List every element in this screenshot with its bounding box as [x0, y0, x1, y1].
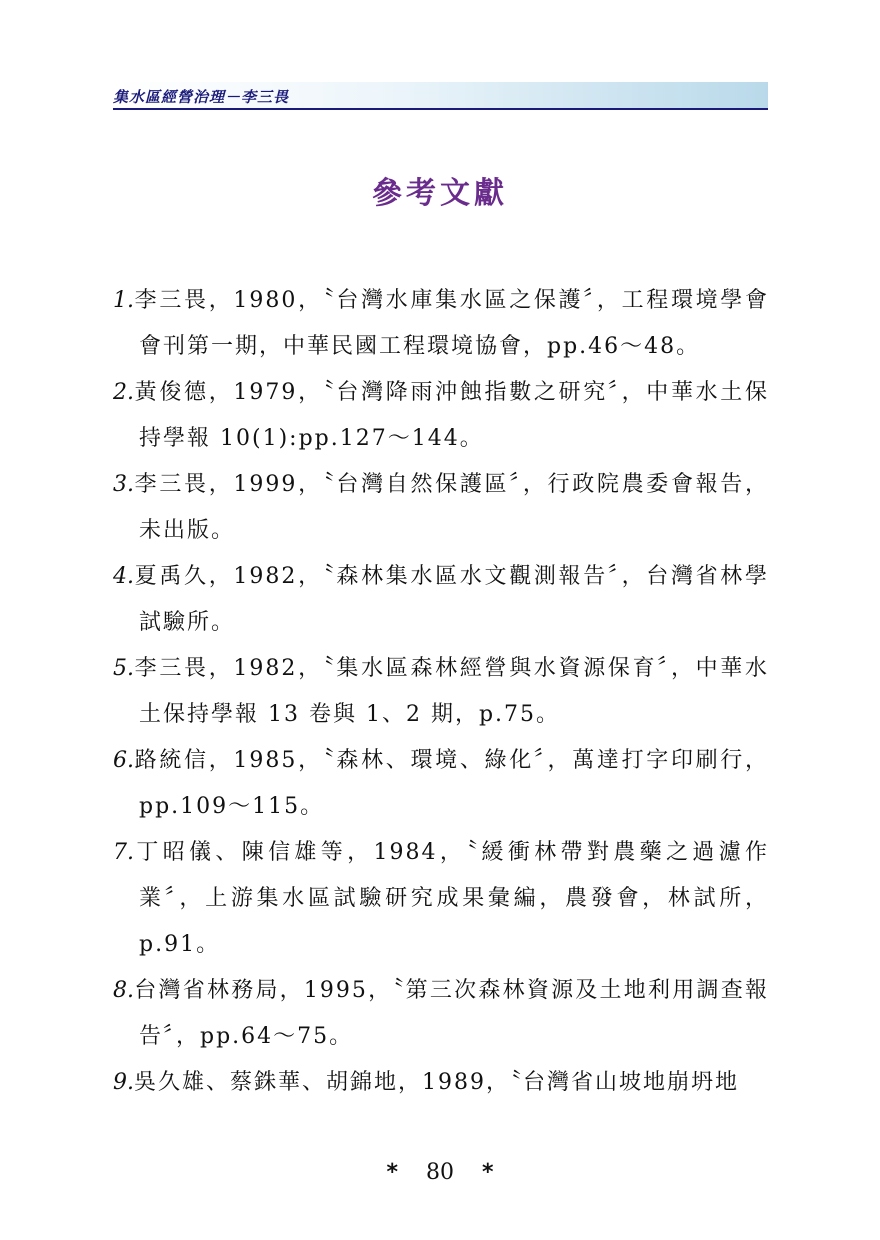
reference-number: 1.	[113, 288, 134, 313]
footer-star-right: *	[482, 1160, 494, 1185]
reference-number: 9.	[113, 1070, 134, 1095]
footer-star-left: *	[386, 1160, 398, 1185]
reference-number: 5.	[113, 656, 134, 681]
reference-list	[113, 278, 769, 1106]
reference-text: 台灣省林務局，1995，〝第三次森林資源及土地利用調查報告〞，pp.64～75。	[134, 978, 769, 1049]
header-rule	[113, 108, 768, 110]
reference-item	[113, 646, 769, 738]
reference-number: 6.	[113, 748, 134, 773]
reference-text: 吳久雄、蔡銖華、胡錦地，1989，〝台灣省山坡地崩坍地	[134, 1070, 739, 1095]
page-title: 參考文獻	[372, 176, 508, 211]
reference-text: 李三畏，1982，〝集水區森林經營與水資源保育〞，中華水土保持學報 13 卷與 1、2 期，p.75。	[134, 656, 769, 727]
reference-number: 2.	[113, 380, 134, 405]
reference-item	[113, 278, 769, 370]
reference-number: 4.	[113, 564, 134, 589]
reference-number: 8.	[113, 978, 134, 1003]
page-number: 80	[426, 1160, 454, 1185]
page-footer	[0, 1160, 880, 1185]
reference-item	[113, 554, 769, 646]
running-header: 集水區經營治理－李三畏	[113, 88, 290, 106]
reference-text: 李三畏，1980，〝台灣水庫集水區之保護〞，工程環境學會會刊第一期，中華民國工程環境協會，pp.46～48。	[134, 288, 769, 359]
reference-text: 黃俊德，1979，〝台灣降雨沖蝕指數之研究〞，中華水土保持學報 10(1):pp.127～144。	[134, 380, 769, 451]
reference-item	[113, 968, 769, 1060]
reference-item	[113, 370, 769, 462]
reference-number: 3.	[113, 472, 134, 497]
reference-item	[113, 462, 769, 554]
reference-item	[113, 738, 769, 830]
reference-item	[113, 830, 769, 968]
reference-text: 路統信，1985，〝森林、環境、綠化〞，萬達打字印刷行，pp.109～115。	[134, 748, 769, 819]
reference-text: 丁昭儀、陳信雄等，1984，〝緩衝林帶對農藥之過濾作業〞，上游集水區試驗研究成果彙編，農發會，林試所，p.91。	[134, 840, 769, 957]
reference-text: 李三畏，1999，〝台灣自然保護區〞，行政院農委會報告，未出版。	[134, 472, 769, 543]
reference-item	[113, 1060, 769, 1106]
reference-number: 7.	[113, 840, 134, 865]
reference-text: 夏禹久，1982，〝森林集水區水文觀測報告〞，台灣省林學試驗所。	[134, 564, 769, 635]
